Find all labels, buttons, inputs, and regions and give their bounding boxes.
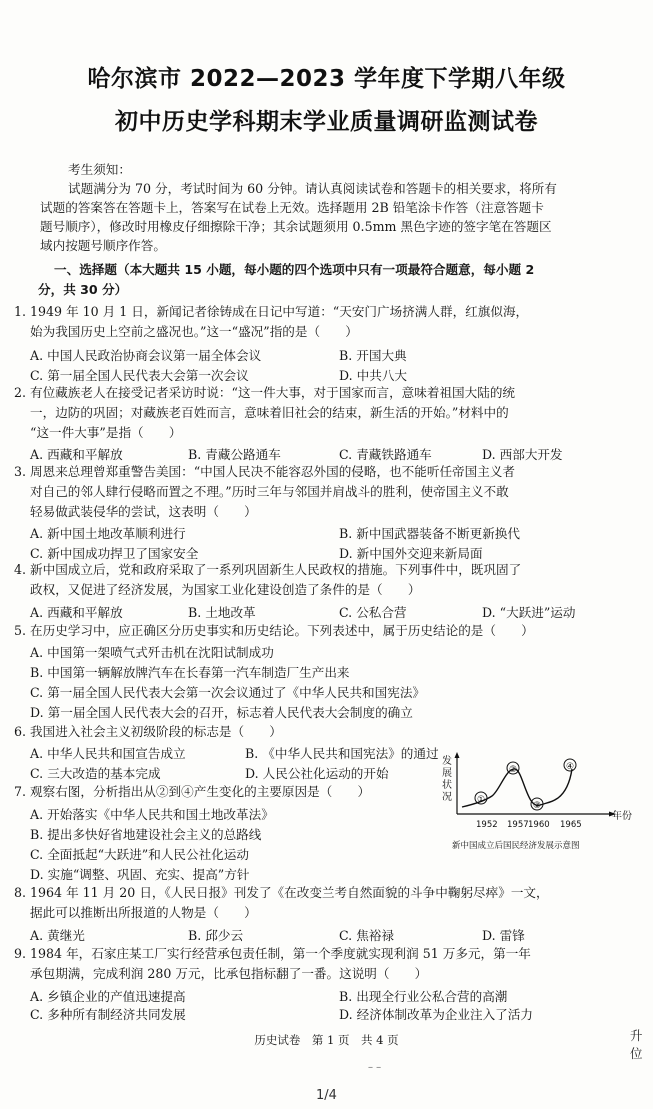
y-label-char: 况 (442, 792, 452, 803)
q8-option-c[interactable]: C. 焦裕禄 (339, 928, 394, 943)
point-label-1: ① (477, 795, 486, 805)
question-4-stem: 4. 新中国成立后，党和政府采取了一系列巩固新生人民政权的措施。下列事件中，既巩固了 (14, 562, 522, 577)
question-1-stem: 1. 1949 年 10 月 1 日，新闻记者徐铸成在日记中写道：“天安门广场挤满人群，红旗似海， (14, 304, 529, 319)
question-8-stem: 据此可以推断出所报道的人物是（ ） (30, 905, 257, 920)
q6-option-b[interactable]: B. 《中华人民共和国宪法》的通过 (245, 746, 439, 761)
q9-option-c[interactable]: C. 多种所有制经济共同发展 (30, 1007, 186, 1022)
question-6-stem: 6. 我国进入社会主义初级阶段的标志是（ ） (14, 724, 282, 739)
chart-caption: 新中国成立后国民经济发展示意图 (452, 841, 580, 851)
notice-line: 试题满分为 70 分，考试时间为 60 分钟。请认真阅读试卷和答题卡的相关要求，将所有 (68, 181, 557, 196)
y-label-char: 展 (442, 768, 452, 779)
q6-option-c[interactable]: C. 三大改造的基本完成 (30, 766, 161, 781)
margin-mark: 位 (630, 1046, 643, 1061)
q8-option-a[interactable]: A. 黄继光 (30, 928, 85, 943)
exam-title-line2: 初中历史学科期末学业质量调研监测试卷 (115, 109, 538, 135)
q5-option-b[interactable]: B. 中国第一辆解放牌汽车在长春第一汽车制造厂生产出来 (30, 665, 350, 680)
q4-option-c[interactable]: C. 公私合营 (339, 605, 407, 620)
y-axis-label (442, 754, 452, 803)
q9-option-a[interactable]: A. 乡镇企业的产值迅速提高 (30, 989, 186, 1004)
q7-option-c[interactable]: C. 全面抵起“大跃进”和人民公社化运动 (30, 847, 249, 862)
question-2-stem: 一，边防的巩固；对藏族老百姓而言，意味着旧社会的结束，新生活的开始。”材料中的 (30, 405, 509, 420)
notice-line: 题号顺序），修改时用橡皮仔细擦除干净；其余试题须用 0.5mm 黑色字迹的签字笔在答题区 (40, 219, 552, 234)
question-3-stem: 对自己的邻人肆行侵略而置之不理。”历时三年与邻国并肩战斗的胜利，使帝国主义不敢 (30, 484, 509, 499)
chart-point-labels (477, 762, 574, 811)
q5-option-d[interactable]: D. 第一届全国人民代表大会的召开，标志着人民代表大会制度的确立 (30, 705, 413, 720)
notice-heading: 考生须知： (68, 162, 131, 177)
q3-option-d[interactable]: D. 新中国外交迎来新局面 (339, 546, 483, 561)
q1-option-a[interactable]: A. 中国人民政治协商会议第一届全体会议 (30, 348, 262, 363)
margin-mark: 升 (630, 1028, 643, 1043)
question-2-stem: 2. 有位藏族老人在接受记者采访时说：“这一件大事，对于国家而言，意味着祖国大陆的统 (14, 385, 516, 400)
question-9-stem: 9. 1984 年，石家庄某工厂实行经营承包责任制，第一个季度就实现利润 51 万多元，第一年 (14, 946, 531, 961)
q2-option-b[interactable]: B. 青藏公路通车 (188, 447, 281, 462)
q1-option-d[interactable]: D. 中共八大 (339, 368, 408, 383)
q7-option-a[interactable]: A. 开始落实《中华人民共和国土地改革法》 (30, 807, 274, 822)
x-tick-label: 1960 (528, 820, 550, 830)
q6-option-a[interactable]: A. 中华人民共和国宣告成立 (30, 746, 186, 761)
question-3-stem: 轻易做武装侵华的尝试，这表明（ ） (30, 504, 257, 519)
q4-option-a[interactable]: A. 西藏和平解放 (30, 605, 123, 620)
scan-mark: – – (368, 1062, 382, 1073)
economy-development-chart (440, 752, 640, 856)
q7-option-b[interactable]: B. 提出多快好省地建设社会主义的总路线 (30, 827, 262, 842)
notice-line: 域内按题号顺序作答。 (40, 238, 166, 253)
q8-option-b[interactable]: B. 邱少云 (188, 928, 244, 943)
y-label-char: 发 (442, 756, 452, 767)
q4-option-b[interactable]: B. 土地改革 (188, 605, 256, 620)
q5-option-c[interactable]: C. 第一届全国人民代表大会第一次会议通过了《中华人民共和国宪法》 (30, 685, 426, 700)
x-tick-labels (476, 820, 582, 830)
exam-title-line1: 哈尔滨市 2022—2023 学年度下学期八年级 (87, 66, 566, 92)
question-8-stem: 8. 1964 年 11 月 20 日，《人民日报》刊发了《在改变兰考自然面貌的斗争中鞠躬尽瘁》一文， (14, 885, 549, 900)
y-axis-arrow (455, 752, 460, 758)
q7-option-d[interactable]: D. 实施“调整、巩固、充实、提高”方针 (30, 867, 250, 882)
q4-option-d[interactable]: D. “大跃进”运动 (482, 605, 576, 620)
q6-option-d[interactable]: D. 人民公社化运动的开始 (245, 766, 389, 781)
section-heading: 分，共 30 分） (38, 282, 128, 297)
question-5-stem: 5. 在历史学习中，应正确区分历史事实和历史结论。下列表述中，属于历史结论的是（ ） (14, 623, 534, 638)
point-label-4: ④ (566, 762, 575, 772)
q2-option-d[interactable]: D. 西部大开发 (482, 447, 563, 462)
x-axis-label: 年份 (612, 811, 632, 822)
q3-option-b[interactable]: B. 新中国武器装备不断更新换代 (339, 526, 520, 541)
q9-option-d[interactable]: D. 经济体制改革为企业注入了活力 (339, 1007, 533, 1022)
y-label-char: 状 (442, 780, 452, 791)
question-7-stem: 7. 观察右图，分析指出从②到④产生变化的主要原因是（ ） (14, 784, 371, 799)
point-label-2: ② (509, 765, 518, 775)
page-number: 1/4 (316, 1088, 337, 1103)
q3-option-a[interactable]: A. 新中国土地改革顺利进行 (30, 526, 186, 541)
q1-option-c[interactable]: C. 第一届全国人民代表大会第一次会议 (30, 368, 249, 383)
section-heading: 一、选择题（本大题共 15 小题，每小题的四个选项中只有一项最符合题意，每小题 2 (54, 262, 535, 277)
question-4-stem: 政权，又促进了经济发展，为国家工业化建设创造了条件的是（ ） (30, 582, 421, 597)
x-tick-label: 1957 (507, 820, 529, 830)
q2-option-c[interactable]: C. 青藏铁路通车 (339, 447, 432, 462)
q3-option-c[interactable]: C. 新中国成功捍卫了国家安全 (30, 546, 199, 561)
point-label-3: ③ (533, 801, 542, 811)
page-footer: 历史试卷 第 1 页 共 4 页 (254, 1033, 399, 1047)
question-2-stem: “这一件大事”是指（ ） (30, 425, 182, 440)
question-1-stem: 始为我国历史上空前之盛况也。”这一“盛况”指的是（ ） (30, 324, 358, 339)
question-9-stem: 承包期满，完成利润 280 万元，比承包指标翻了一番。这说明（ ） (30, 966, 428, 981)
question-3-stem: 3. 周恩来总理曾郑重警告美国：“中国人民决不能容忍外国的侵略，也不能听任帝国主义者 (14, 464, 516, 479)
notice-line: 试题的答案答在答题卡上，答案写在试卷上无效。选择题用 2B 铅笔涂卡作答（注意答题卡 (40, 200, 544, 215)
q2-option-a[interactable]: A. 西藏和平解放 (30, 447, 123, 462)
q1-option-b[interactable]: B. 开国大典 (339, 348, 407, 363)
x-tick-label: 1965 (560, 820, 582, 830)
q5-option-a[interactable]: A. 中国第一架喷气式歼击机在沈阳试制成功 (30, 645, 274, 660)
x-tick-label: 1952 (476, 820, 498, 830)
q9-option-b[interactable]: B. 出现全行业公私合营的高潮 (339, 989, 508, 1004)
q8-option-d[interactable]: D. 雷锋 (482, 928, 525, 943)
